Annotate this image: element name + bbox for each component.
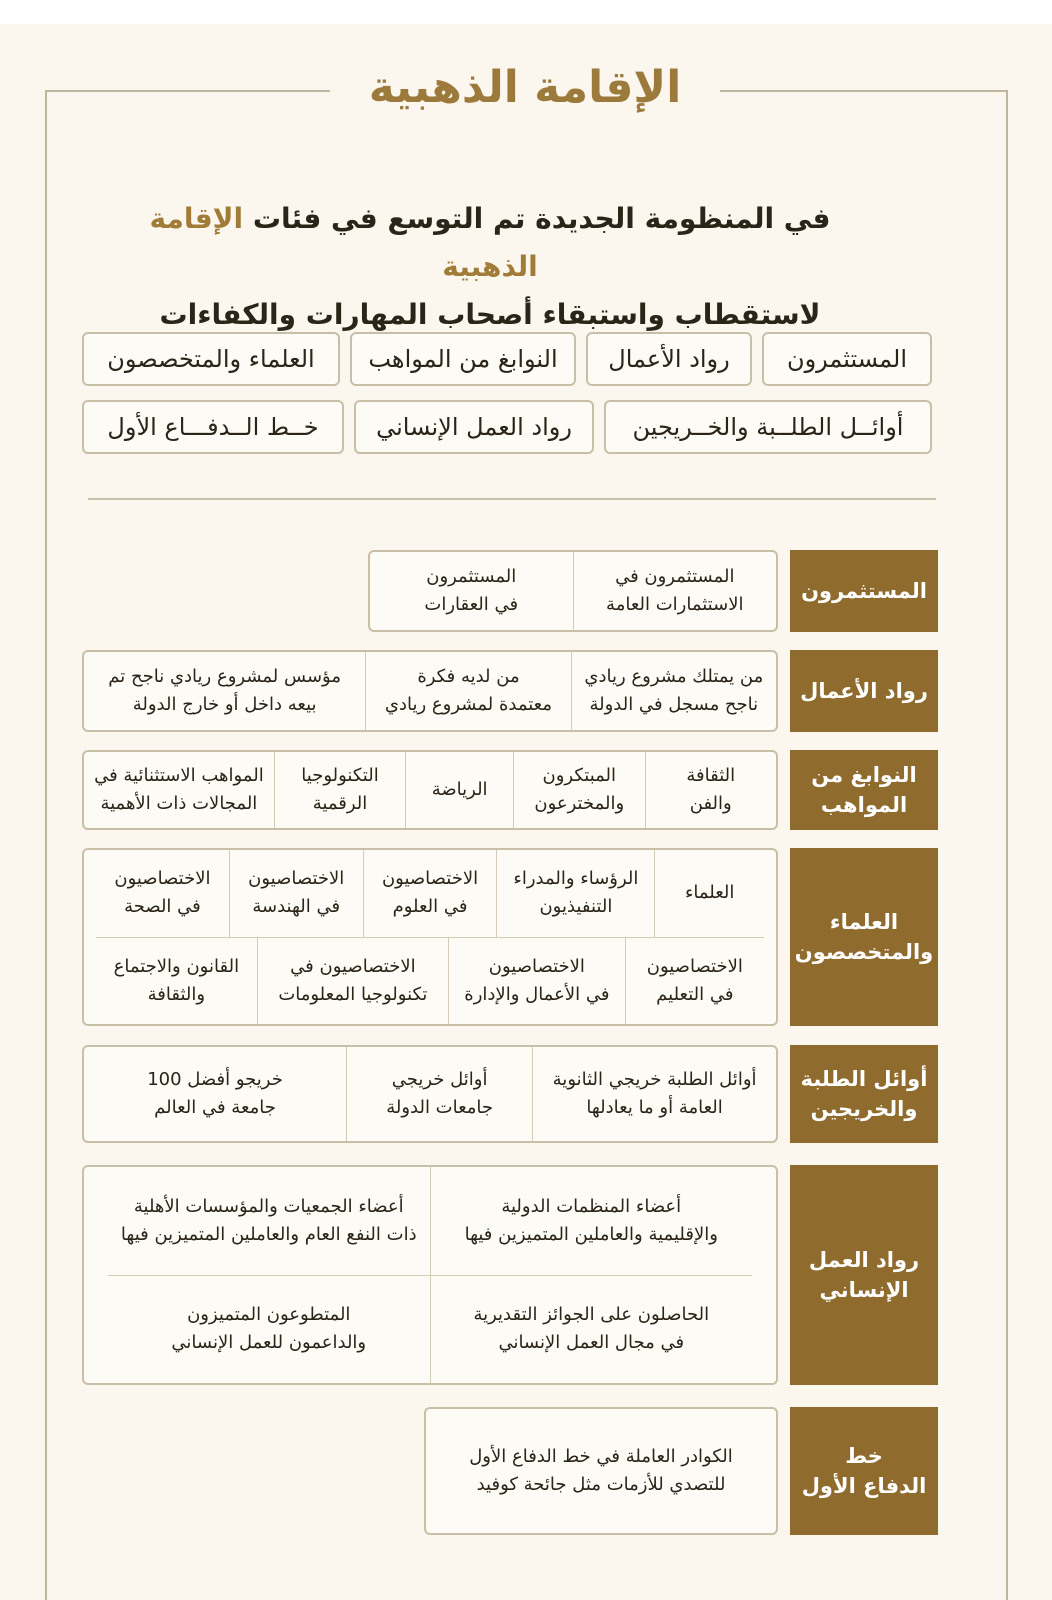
tag-frontline: خــط الــدفـــاع الأول bbox=[82, 400, 344, 454]
section-label-entrepreneurs: رواد الأعمال bbox=[790, 650, 938, 732]
item-top-high-school: أوائل الطلبة خريجي الثانوية العامة أو ما يعادلها bbox=[532, 1047, 776, 1141]
item-international-orgs: أعضاء المنظمات الدولية والإقليمية والعاملين المتميزين فيها bbox=[430, 1167, 753, 1275]
item-top-100-graduates: خريجو أفضل 100 جامعة في العالم bbox=[147, 1069, 283, 1118]
intro-text bbox=[100, 195, 880, 339]
item-civil-associations: أعضاء الجمعيات والمؤسسات الأهلية ذات النفع العام والعاملين المتميزين فيها bbox=[120, 1195, 417, 1245]
section-label-scientists: العلماء والمتخصصون bbox=[790, 848, 938, 1026]
section-entrepreneurs bbox=[82, 650, 938, 732]
item-founder-sold: مؤسس لمشروع ريادي ناجح تم بيعه داخل أو خارج الدولة bbox=[108, 666, 341, 715]
section-talents bbox=[82, 750, 938, 830]
page-title: الإقامة الذهبية bbox=[330, 60, 720, 120]
item-digital-tech: التكنولوجيا الرقمية bbox=[274, 752, 405, 828]
tag-investors: المستثمرون bbox=[762, 332, 932, 386]
section-box-students bbox=[82, 1045, 778, 1143]
item-culture-art: الثقافة والفن bbox=[645, 752, 776, 828]
item-scientists: العلماء bbox=[654, 850, 764, 937]
tag-humanitarian: رواد العمل الإنساني bbox=[354, 400, 594, 454]
item-top-university: أوائل خريجي جامعات الدولة bbox=[346, 1047, 532, 1141]
item-engineering-specialists: الاختصاصيون في الهندسة bbox=[229, 850, 363, 937]
item-real-estate: المستثمرون في العقارات bbox=[424, 566, 519, 615]
item-frontline-workers: الكوادر العاملة في خط الدفاع الأول للتصدي للأزمات مثل جائحة كوفيد bbox=[469, 1446, 733, 1495]
item-exceptional-talents: المواهب الاستثنائية في المجالات ذات الأهمية bbox=[94, 765, 264, 814]
item-executives: الرؤساء والمدراء التنفيذيون bbox=[496, 850, 654, 937]
intro-line-1-prefix: في المنظومة الجديدة تم التوسع في فئات bbox=[252, 202, 831, 235]
section-frontline bbox=[82, 1407, 938, 1535]
section-label-humanitarian: رواد العمل الإنساني bbox=[790, 1165, 938, 1385]
tag-talents: النوابغ من المواهب bbox=[350, 332, 576, 386]
section-label-talents: النوابغ من المواهب bbox=[790, 750, 938, 830]
item-volunteers: المتطوعون المتميزون والداعمون للعمل الإنساني bbox=[171, 1304, 367, 1354]
item-education-specialists: الاختصاصيون في التعليم bbox=[625, 938, 764, 1025]
intro-line-1 bbox=[100, 195, 880, 291]
section-box-investors bbox=[368, 550, 778, 632]
section-box-scientists bbox=[82, 848, 778, 1026]
intro-line-2: لاستقطاب واستبقاء أصحاب المهارات والكفاءات bbox=[159, 298, 821, 331]
section-label-frontline: خط الدفاع الأول bbox=[790, 1407, 938, 1535]
section-label-investors: المستثمرون bbox=[790, 550, 938, 632]
section-students bbox=[82, 1045, 938, 1143]
item-owns-project: من يمتلك مشروع ريادي ناجح مسجل في الدولة bbox=[571, 652, 776, 730]
category-tags-row-1 bbox=[82, 332, 932, 386]
item-has-idea: من لديه فكرة معتمدة لمشروع ريادي bbox=[365, 652, 570, 730]
scientists-row-1 bbox=[96, 850, 764, 937]
section-humanitarian bbox=[82, 1165, 938, 1385]
section-box-talents bbox=[82, 750, 778, 830]
section-box-entrepreneurs bbox=[82, 650, 778, 732]
item-sports: الرياضة bbox=[405, 752, 513, 828]
item-health-specialists: الاختصاصيون في الصحة bbox=[114, 868, 211, 918]
tag-scientists: العلماء والمتخصصون bbox=[82, 332, 340, 386]
item-science-specialists: الاختصاصيون في العلوم bbox=[363, 850, 497, 937]
section-scientists bbox=[82, 848, 938, 1026]
item-award-recipients: الحاصلون على الجوائز التقديرية في مجال العمل الإنساني bbox=[430, 1276, 753, 1384]
category-tags-row-2 bbox=[82, 400, 932, 454]
item-law-culture: القانون والاجتماع والثقافة bbox=[113, 955, 240, 1005]
item-it-specialists: الاختصاصيون في تكنولوجيا المعلومات bbox=[257, 938, 448, 1025]
scientists-row-2 bbox=[96, 937, 764, 1025]
humanitarian-row-1 bbox=[108, 1167, 752, 1275]
item-innovators: المبتكرون والمخترعون bbox=[513, 752, 644, 828]
section-label-students: أوائل الطلبة والخريجين bbox=[790, 1045, 938, 1143]
humanitarian-row-2 bbox=[108, 1275, 752, 1384]
tag-entrepreneurs: رواد الأعمال bbox=[586, 332, 752, 386]
item-business-specialists: الاختصاصيون في الأعمال والإدارة bbox=[448, 938, 625, 1025]
section-divider bbox=[88, 498, 936, 500]
tag-students: أوائــل الطلــبة والخــريجين bbox=[604, 400, 932, 454]
section-investors bbox=[82, 550, 938, 632]
section-box-frontline bbox=[424, 1407, 778, 1535]
intro-highlight: الإقامة الذهبية bbox=[149, 202, 538, 283]
item-public-investments: المستثمرون في الاستثمارات العامة bbox=[573, 552, 777, 630]
section-box-humanitarian bbox=[82, 1165, 778, 1385]
